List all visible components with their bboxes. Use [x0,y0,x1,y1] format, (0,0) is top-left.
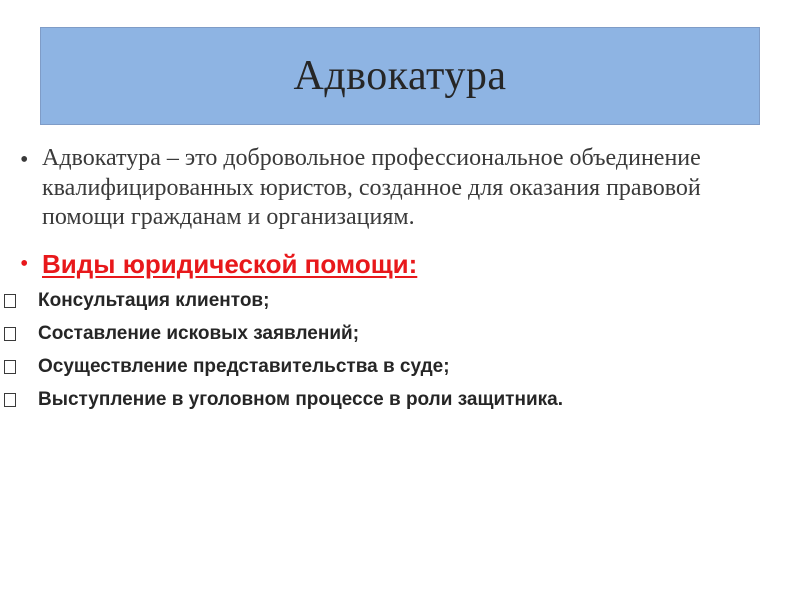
list-item-text: Консультация клиентов; [38,290,270,311]
list-item-text: Осуществление представительства в суде; [38,356,450,377]
legal-help-list [18,285,778,417]
checkbox-outline-icon [4,360,16,374]
slide-content [18,144,778,417]
list-item [18,351,778,384]
list-item [18,285,778,318]
list-item [18,384,778,417]
bullet-dot-icon: • [20,250,29,277]
types-heading: Виды юридической помощи: [42,248,418,279]
title-banner [40,27,760,125]
definition-text: Адвокатура – это добровольное профессиональное объединение квалифицированных юристов, созданное для оказания правовой помощи гражданам и организациям. [42,145,701,230]
definition-bullet [18,144,778,233]
list-item [18,318,778,351]
checkbox-outline-icon [4,294,16,308]
list-item-text: Выступление в уголовном процессе в роли защитника. [38,389,563,410]
checkbox-outline-icon [4,393,16,407]
slide-title: Адвокатура [293,53,507,99]
checkbox-outline-icon [4,327,16,341]
bullet-dot-icon: • [20,147,29,173]
types-bullet [18,247,778,281]
list-item-text: Составление исковых заявлений; [38,323,360,344]
